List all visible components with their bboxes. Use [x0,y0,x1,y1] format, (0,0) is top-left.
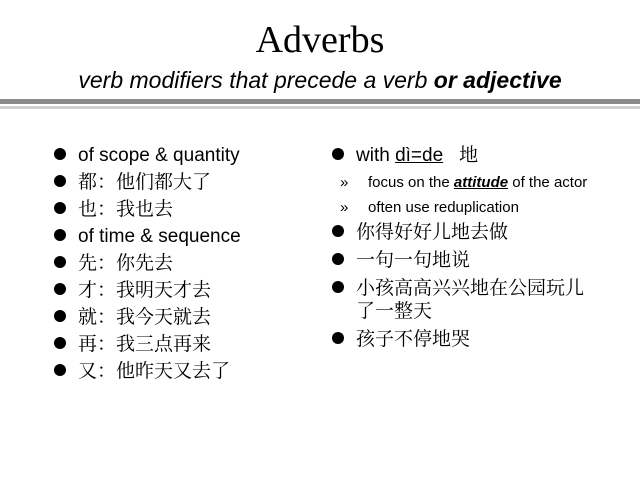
de-term: dì=de [395,145,444,166]
bullet-text: 才：我明天才去 [78,280,212,301]
bullet-item [54,306,324,329]
sub-item-reduplication [340,198,602,217]
bullet-text: 就：我今天就去 [78,307,212,328]
bullet-item [54,225,324,248]
bullet-text: 孩子不停地哭 [356,329,471,350]
bullet-icon [54,337,66,349]
subtitle-bold: or adjective [433,67,562,93]
left-column [54,144,324,383]
divider-light [0,106,640,109]
bullet-text: of time & sequence [78,226,241,247]
de-char: 地 [459,145,479,166]
bullet-item-with-de [332,144,602,167]
bullet-icon [54,175,66,187]
bullet-text: 一句一句地说 [356,250,471,271]
sub-text: focus on the [368,174,454,191]
bullet-item [54,171,324,194]
bullet-icon [332,281,344,293]
bullet-text: 也：我也去 [78,199,174,220]
bullet-item [332,328,602,351]
slide-title: Adverbs [255,19,385,61]
bullet-icon [54,256,66,268]
bullet-item [54,252,324,275]
bullet-icon [54,202,66,214]
bullet-item [332,249,602,272]
bullet-text: 再：我三点再来 [78,334,212,355]
bullet-icon [54,283,66,295]
subtitle-plain: verb modifiers that precede a verb [78,67,434,93]
slide-subtitle [0,66,640,94]
bullet-icon [332,253,344,265]
sub-bullet-icon: » [340,199,349,216]
bullet-item [54,279,324,302]
bullet-item [54,144,324,167]
bullet-icon [54,229,66,241]
sub-text: often use reduplication [368,199,519,216]
sub-text: of the actor [508,174,588,191]
bullet-item [332,221,602,244]
bullet-icon [332,332,344,344]
bullet-text: 小孩高高兴兴地在公园玩儿了一整天 [356,278,585,322]
bullet-item [54,360,324,383]
sub-item-attitude [340,173,602,192]
with-prefix: with [356,145,396,166]
bullet-icon [332,148,344,160]
bullet-text: 又：他昨天又去了 [78,361,231,382]
divider-dark [0,99,640,104]
bullet-text: 都：他们都大了 [78,172,212,193]
bullet-icon [54,148,66,160]
bullet-icon [54,364,66,376]
bullet-text: of scope & quantity [78,145,240,166]
bullet-item [54,333,324,356]
attitude-emphasis: attitude [453,174,509,191]
bullet-item [54,198,324,221]
right-column [332,144,602,351]
bullet-text: 先：你先去 [78,253,174,274]
bullet-item [332,277,586,323]
bullet-text: 你得好好儿地去做 [356,222,509,243]
bullet-icon [332,225,344,237]
sub-bullet-icon: » [340,174,349,191]
bullet-icon [54,310,66,322]
